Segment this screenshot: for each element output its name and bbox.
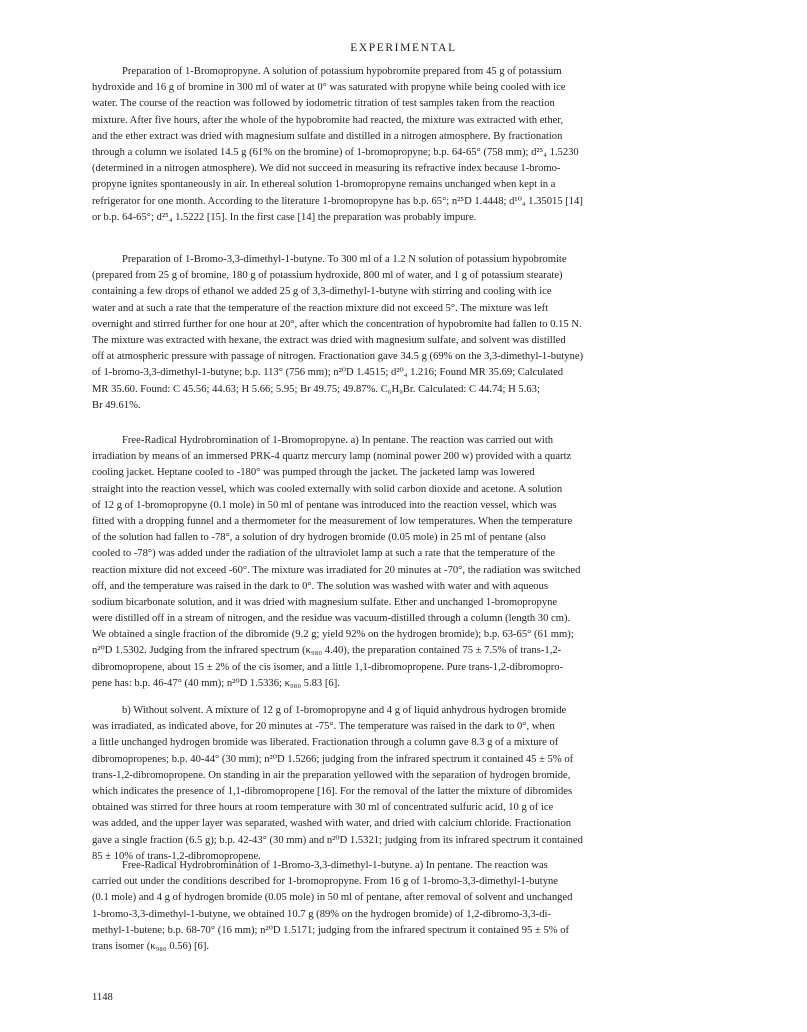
text-line: of 12 g of 1-bromopropyne (0.1 mole) in 50 ml of pentane was introduced into the reaction vessel, which was [92,499,557,511]
text-line: trans-1,2-dibromopropene. On standing in air the preparation yellowed with the separation of hydrogen bromide, [92,769,571,781]
text-line: methyl-1-butene; b.p. 68-70° (16 mm); n²⁰D 1.5171; judging from the infrared spectrum it contained 95 ± 5% of [92,924,570,936]
text-line: carried out under the conditions described for 1-bromopropyne. From 16 g of 1-bromo-3,3-dimethyl-1-butyne [92,876,559,888]
text-line: fitted with a dropping funnel and a thermometer for the measurement of low temperatures. When the temperature [92,515,573,527]
text-line: n²⁰D 1.5302. Judging from the infrared spectrum (κ₉₈₀ 4.40), the preparation contained 75 ± 7.5% of trans-1,2- [92,645,562,657]
paragraph-1-bromopropyne-preparation [92,64,714,226]
text-line: water. The course of the reaction was followed by iodometric titration of test samples taken from the reaction [92,98,555,110]
text-line: hydroxide and 16 g of bromine in 300 ml of water at 0° was saturated with propyne while being cooled with ice [92,82,566,94]
text-line: gave a single fraction (6.5 g); b.p. 42-43° (30 mm) and n²⁰D 1.5321; judging from its infrared spectrum it contained [92,834,583,846]
text-line: was added, and the upper layer was separated, washed with water, and dried with calcium chloride. Fractionation [92,818,572,830]
text-line: off at atmospheric pressure with passage of nitrogen. Fractionation gave 34.5 g (69% on the 3,3-dimethyl-1-butyne) [92,351,584,363]
text-line: a little unchanged hydrogen bromide was liberated. Fractionation through a column gave 8.3 g of a mixture of [92,737,559,749]
text-line: of the solution had fallen to -78°, a solution of dry hydrogen bromide (0.05 mole) in 25 ml of pentane (also [92,532,546,544]
text-line: Preparation of 1-Bromo-3,3-dimethyl-1-butyne. To 300 ml of a 1.2 N solution of potassium hypobromite [122,254,567,265]
text-line: Free-Radical Hydrobromination of 1-Bromo-3,3-dimethyl-1-butyne. a) In pentane. The reaction was [122,860,548,871]
text-line: cooling jacket. Heptane cooled to -180° was pumped through the jacket. The jacketed lamp was lowered [92,467,535,479]
text-line: cooled to -78°) was added under the radiation of the ultraviolet lamp at such a rate that the temperature of the [92,548,556,560]
paragraph-hydrobromination-without-solvent [92,703,714,865]
section-heading: EXPERIMENTAL [350,42,457,54]
text-line: Preparation of 1-Bromopropyne. A solution of potassium hypobromite prepared from 45 g of potassium [122,66,562,77]
page-number: 1148 [92,992,113,1003]
text-line: (determined in a nitrogen atmosphere). We did not succeed in measuring its refractive index because 1-bromo- [92,163,561,175]
text-line: obtained was stirred for three hours at room temperature with 30 ml of concentrated sulfuric acid, 10 g of ice [92,802,554,814]
text-line: irradiation by means of an immersed PRK-4 quartz mercury lamp (nominal power 200 w) provided with a quartz [92,451,572,463]
text-line: overnight and stirred further for one hour at 20°, after which the concentration of hypobromite had fallen to 0.15 N. [92,318,582,330]
text-line: was irradiated, as indicated above, for 20 minutes at -75°. The temperature was raised in the dark to 0°, when [92,721,555,733]
text-line: propyne ignites spontaneously in air. In ethereal solution 1-bromopropyne remains unchanged when kept in a [92,179,556,191]
text-line: which indicates the presence of 1,1-dibromopropene [16]. For the removal of the latter the mixture of dibromides [92,785,573,797]
text-line: through a column we isolated 14.5 g (61% on the bromine) of 1-bromopropyne; b.p. 64-65° (758 mm); d²⁵₄ 1.5230 [92,146,579,158]
text-line: b) Without solvent. A mixture of 12 g of 1-bromopropyne and 4 g of liquid anhydrous hydrogen bromide [122,705,567,716]
text-line: trans isomer (κ₉₈₀ 0.56) [6]. [92,940,210,952]
text-line: 1-bromo-3,3-dimethyl-1-butyne, we obtained 10.7 g (89% on the hydrogen bromide) of 1,2-dibromo-3,3-di- [92,908,551,920]
text-line: (0.1 mole) and 4 g of hydrogen bromide (0.05 mole) in 50 ml of pentane, after removal of solvent and unchanged [92,892,573,904]
text-line: or b.p. 64-65°; d²⁵₄ 1.5222 [15]. In the first case [14] the preparation was probably impure. [92,211,477,223]
text-line: of 1-bromo-3,3-dimethyl-1-butyne; b.p. 113° (756 mm); n²⁰D 1.4515; d²⁰₄ 1.216; Found MR 35.69; Calculated [92,367,564,379]
text-line: and the ether extract was dried with magnesium sulfate and distilled in a nitrogen atmosphere. By fractionation [92,130,563,142]
text-line: containing a few drops of ethanol we added 25 g of 3,3-dimethyl-1-butyne with stirring and cooling with ice [92,286,552,298]
text-line: The mixture was extracted with hexane, the extract was dried with magnesium sulfate, and solvent was distilled [92,334,566,346]
text-line: Free-Radical Hydrobromination of 1-Bromopropyne. a) In pentane. The reaction was carried out with [122,435,554,446]
paragraph-hydrobromination-in-pentane [92,433,714,692]
text-line: Br 49.61%. [92,399,141,411]
text-line: dibromopropene, about 15 ± 2% of the cis isomer, and a little 1,1-dibromopropene. Pure trans-1,2-dibromopro- [92,661,564,673]
text-line: were distilled off in a stream of nitrogen, and the residue was vacuum-distilled through a column (length 30 cm). [92,613,571,625]
text-line: pene has: b.p. 46-47° (40 mm); n²⁰D 1.5336; κ₉₈₀ 5.83 [6]. [92,677,340,689]
text-line: reaction mixture did not exceed -60°. The mixture was irradiated for 20 minutes at -70°, the radiation was switched [92,564,581,576]
text-line: straight into the reaction vessel, which was cooled externally with solid carbon dioxide and acetone. A solution [92,483,563,495]
text-line: mixture. After five hours, after the whole of the hypobromite had reacted, the mixture was extracted with ether, [92,114,564,126]
text-line: (prepared from 25 g of bromine, 180 g of potassium hydroxide, 800 ml of water, and 1 g of potassium stearate) [92,270,563,282]
text-line: off, and the temperature was raised in the dark to 0°. The solution was washed with water and with aqueous [92,580,549,592]
paragraph-hydrobromination-dimethylbutyne [92,858,714,955]
paragraph-bromo-dimethylbutyne-preparation [92,252,714,414]
text-line: dibromopropenes; b.p. 40-44° (30 mm); n²⁰D 1.5266; judging from the infrared spectrum it contained 45 ± 5% of [92,753,574,765]
text-line: sodium bicarbonate solution, and it was dried with magnesium sulfate. Ether and unchanged 1-bromopropyne [92,596,558,608]
text-line: 85 ± 10% of trans-1,2-dibromopropene. [92,850,261,862]
text-line: MR 35.60. Found: C 45.56; 44.63; H 5.66; 5.95; Br 49.75; 49.87%. C₆H₉Br. Calculated: C 44.74; H 5.63; [92,383,540,395]
text-line: We obtained a single fraction of the dibromide (9.2 g; yield 92% on the hydrogen bromide); b.p. 63-65° (61 mm); [92,629,574,641]
text-line: refrigerator for one month. According to the literature 1-bromopropyne has b.p. 65°; n²⁵D 1.4448; d¹⁰₄ 1.35015 [14] [92,195,583,207]
text-line: water and at such a rate that the temperature of the reaction mixture did not exceed 5°. The mixture was left [92,302,549,314]
